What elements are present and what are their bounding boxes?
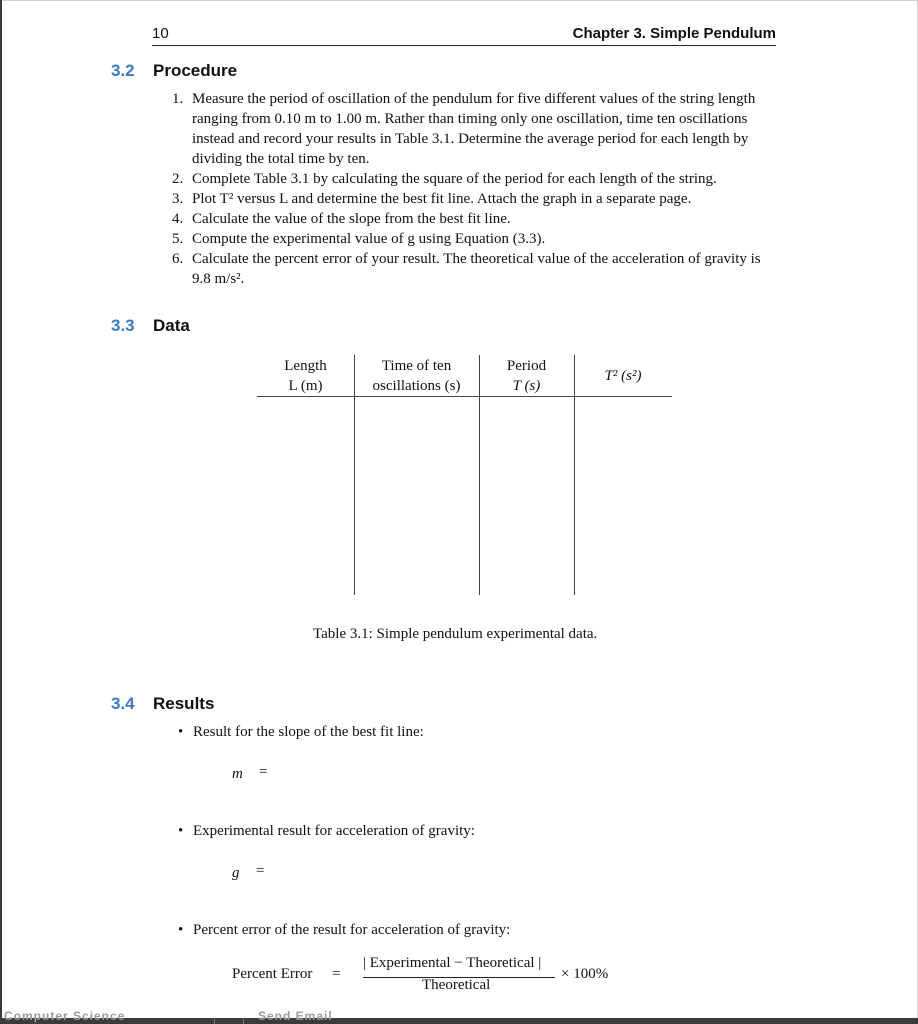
percent-error-numerator: | Experimental − Theoretical | (363, 955, 542, 971)
bullet: • (178, 724, 184, 740)
procedure-step: 2. Complete Table 3.1 by calculating the square of the period for each length of the string. (172, 171, 717, 187)
percent-error-label: Percent Error (232, 966, 313, 982)
section-title-data: Data (153, 316, 190, 335)
header-rule (152, 45, 776, 46)
result-percent-error-label: Percent error of the result for acceleration of gravity: (193, 922, 511, 938)
percent-error-equals: = (332, 966, 341, 982)
bullet: • (178, 922, 184, 938)
procedure-step: 6. Calculate the percent error of your result. The theoretical value of the acceleration of gravity is 9.8 m/s². (172, 251, 761, 287)
section-title-results: Results (153, 694, 215, 713)
page-frame-top (0, 0, 918, 1)
page-number: 10 (152, 25, 169, 42)
procedure-step: 3. Plot T² versus L and determine the best fit line. Attach the graph in a separate page. (172, 191, 692, 207)
percent-error-denominator: Theoretical (422, 977, 491, 993)
slope-equals: = (259, 764, 268, 780)
table-column-divider (479, 355, 480, 595)
table-column-divider (574, 355, 575, 595)
section-number-results: 3.4 (111, 694, 135, 713)
gravity-symbol: g (232, 865, 240, 881)
procedure-step: 5. Compute the experimental value of g using Equation (3.3). (172, 231, 546, 247)
table-header-period-squared: T² (s²) (604, 368, 642, 384)
table-caption: Table 3.1: Simple pendulum experimental data. (313, 626, 598, 642)
taskbar-item-send-email[interactable]: Send Email (258, 1009, 333, 1023)
bullet: • (178, 823, 184, 839)
table-header-length: Length L (m) (284, 358, 327, 394)
table-header-rule (257, 396, 672, 397)
taskbar-item-computer-science[interactable]: Computer Science (4, 1009, 126, 1023)
data-table (257, 355, 672, 595)
table-header-period: Period T (s) (506, 358, 547, 394)
gravity-equals: = (256, 863, 265, 879)
running-head: Chapter 3. Simple Pendulum (572, 25, 776, 42)
procedure-list (164, 89, 776, 289)
taskbar (0, 1009, 918, 1024)
result-gravity-label: Experimental result for acceleration of gravity: (193, 823, 475, 839)
slope-symbol: m (232, 766, 243, 782)
table-header-time: Time of ten oscillations (s) (372, 358, 461, 394)
table-column-divider (354, 355, 355, 595)
procedure-step: 1. Measure the period of oscillation of the pendulum for five different values of the string length ranging from 0.10 m to 1.00 m. Rather than timing only one oscillation, time ten oscillations instead and record your results in Table 3.1. Determine the average period for each length by dividing the total time by ten. (172, 91, 756, 167)
section-number-procedure: 3.2 (111, 61, 135, 80)
taskbar-separator (214, 1018, 215, 1024)
taskbar-separator (243, 1018, 244, 1024)
page-frame-left (0, 0, 2, 1024)
percent-error-factor: × 100% (561, 966, 609, 982)
result-slope-label: Result for the slope of the best fit line: (193, 724, 424, 740)
procedure-step: 4. Calculate the value of the slope from the best fit line. (172, 211, 511, 227)
section-title-procedure: Procedure (153, 61, 238, 80)
section-number-data: 3.3 (111, 316, 135, 335)
